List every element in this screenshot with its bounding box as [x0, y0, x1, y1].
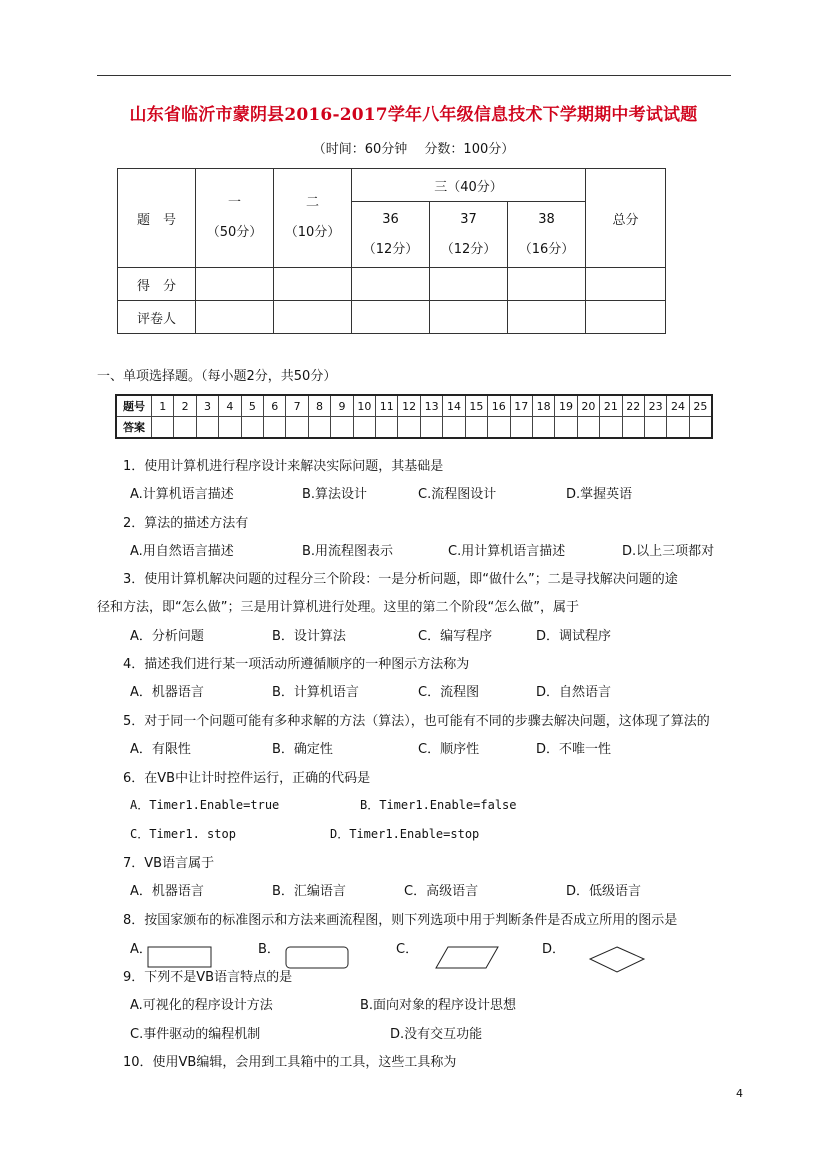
score-cell — [430, 301, 508, 334]
answer-grid — [115, 394, 713, 439]
answer-grid-number: 3 — [196, 395, 218, 417]
score-header-q38: 38 （16分） — [508, 202, 586, 268]
page-title: 山东省临沂市蒙阴县2016-2017学年八年级信息技术下学期期中考试试题 — [129, 105, 698, 125]
question-5-stem: 5．对于同一个问题可能有多种求解的方法（算法），也可能有不同的步骤去解决问题，这体现了算法的 — [123, 714, 710, 729]
answer-grid-blank — [667, 417, 689, 439]
exam-time-score: （时间：60分钟 分数：100分） — [312, 142, 515, 157]
answer-grid-blank — [219, 417, 241, 439]
score-cell — [274, 268, 352, 301]
question-5-option-b: B．确定性 — [272, 742, 333, 757]
answer-grid-number: 8 — [308, 395, 330, 417]
question-6-option-a: A．Timer1.Enable=true — [130, 798, 280, 812]
answer-grid-number: 5 — [241, 395, 263, 417]
header-rule — [97, 75, 731, 76]
answer-grid-number: 7 — [286, 395, 308, 417]
question-4-option-d: D．自然语言 — [536, 685, 612, 700]
question-9-stem: 9．下列不是VB语言特点的是 — [123, 970, 293, 985]
answer-grid-number: 24 — [667, 395, 689, 417]
question-2-option-a: A.用自然语言描述 — [130, 544, 234, 559]
answer-grid-number: 6 — [264, 395, 286, 417]
answer-grid-blank — [555, 417, 577, 439]
answer-grid-blank — [376, 417, 398, 439]
answer-grid-number: 22 — [622, 395, 644, 417]
question-1-option-c: C.流程图设计 — [418, 487, 497, 502]
answer-grid-blank — [420, 417, 442, 439]
answer-grid-blank — [600, 417, 622, 439]
question-4-stem: 4．描述我们进行某一项活动所遵循顺序的一种图示方法称为 — [123, 657, 470, 672]
answer-grid-number: 1 — [152, 395, 174, 417]
answer-grid-blank — [152, 417, 174, 439]
score-cell — [430, 268, 508, 301]
question-8-option-c: C． — [396, 942, 419, 957]
answer-grid-number: 17 — [510, 395, 532, 417]
answer-grid-number: 19 — [555, 395, 577, 417]
answer-grid-number: 16 — [488, 395, 510, 417]
question-9-option-d: D.没有交互功能 — [390, 1027, 483, 1042]
question-3-option-a: A．分析问题 — [130, 629, 204, 644]
question-7-stem: 7．VB语言属于 — [123, 856, 215, 871]
question-2-option-b: B.用流程图表示 — [302, 544, 394, 559]
question-7-option-c: C．高级语言 — [404, 884, 479, 899]
answer-grid-number: 11 — [376, 395, 398, 417]
answer-grid-blank — [577, 417, 599, 439]
score-header-part-one: 一 （50分） — [196, 169, 274, 268]
answer-grid-number: 20 — [577, 395, 599, 417]
answer-grid-blank — [331, 417, 353, 439]
question-5-option-d: D．不唯一性 — [536, 742, 612, 757]
question-3-stem-continued: 径和方法，即“怎么做”；三是用计算机进行处理。这里的第二个阶段“怎么做”，属于 — [97, 600, 579, 615]
answer-grid-blank — [196, 417, 218, 439]
question-1-option-b: B.算法设计 — [302, 487, 368, 502]
question-4-option-c: C．流程图 — [418, 685, 480, 700]
answer-grid-number: 12 — [398, 395, 420, 417]
question-4-option-b: B．计算机语言 — [272, 685, 359, 700]
answer-grid-blank — [465, 417, 487, 439]
score-row-pingjuan-label: 评卷人 — [118, 301, 196, 334]
score-header-q37: 37 （12分） — [430, 202, 508, 268]
question-3-stem: 3．使用计算机解决问题的过程分三个阶段：一是分析问题，即“做什么”；二是寻找解决问题的途 — [123, 572, 678, 587]
rounded-rectangle-terminal-shape — [285, 946, 351, 970]
score-header-part-three: 三（40分） — [352, 169, 586, 202]
answer-grid-number: 13 — [420, 395, 442, 417]
question-3-option-d: D．调试程序 — [536, 629, 612, 644]
answer-grid-answer-label: 答案 — [116, 417, 152, 439]
score-cell — [352, 268, 430, 301]
answer-grid-number: 18 — [532, 395, 554, 417]
answer-grid-number: 10 — [353, 395, 375, 417]
question-1-stem: 1．使用计算机进行程序设计来解决实际问题，其基础是 — [123, 459, 444, 474]
question-7-option-b: B．汇编语言 — [272, 884, 346, 899]
answer-grid-number: 23 — [644, 395, 666, 417]
score-cell — [508, 301, 586, 334]
answer-grid-number: 9 — [331, 395, 353, 417]
answer-grid-blank — [353, 417, 375, 439]
page-number: 4 — [736, 1087, 743, 1100]
section-heading-single-choice: 一、单项选择题。（每小题2分，共50分） — [97, 369, 337, 384]
parallelogram-io-shape — [434, 946, 500, 970]
answer-grid-number: 21 — [600, 395, 622, 417]
answer-grid-blank — [308, 417, 330, 439]
question-8-option-b: B． — [258, 942, 280, 957]
answer-grid-blank — [286, 417, 308, 439]
question-2-option-c: C.用计算机语言描述 — [448, 544, 566, 559]
answer-grid-blank — [264, 417, 286, 439]
score-header-total: 总分 — [586, 169, 666, 268]
answer-grid-blank — [443, 417, 465, 439]
question-9-option-b: B.面向对象的程序设计思想 — [360, 998, 517, 1013]
answer-grid-number: 15 — [465, 395, 487, 417]
answer-grid-number: 4 — [219, 395, 241, 417]
score-row-defen-label: 得 分 — [118, 268, 196, 301]
answer-grid-number: 25 — [689, 395, 712, 417]
question-8-option-a: A． — [130, 942, 152, 957]
score-header-tihao: 题 号 — [118, 169, 196, 268]
question-6-option-b: B．Timer1.Enable=false — [360, 798, 517, 812]
score-cell — [352, 301, 430, 334]
question-8-option-d: D． — [542, 942, 566, 957]
question-7-option-a: A．机器语言 — [130, 884, 204, 899]
score-cell — [586, 301, 666, 334]
question-2-option-d: D.以上三项都对 — [622, 544, 715, 559]
question-5-option-c: C．顺序性 — [418, 742, 480, 757]
score-cell — [196, 268, 274, 301]
question-6-option-d: D．Timer1.Enable=stop — [330, 827, 480, 841]
rectangle-process-shape — [147, 946, 213, 968]
answer-grid-number: 2 — [174, 395, 196, 417]
question-2-stem: 2．算法的描述方法有 — [123, 516, 249, 531]
question-7-option-d: D．低级语言 — [566, 884, 642, 899]
answer-grid-blank — [174, 417, 196, 439]
answer-grid-blank — [644, 417, 666, 439]
question-6-stem: 6．在VB中让计时控件运行，正确的代码是 — [123, 771, 371, 786]
question-9-option-a: A.可视化的程序设计方法 — [130, 998, 273, 1013]
score-cell — [586, 268, 666, 301]
question-1-option-a: A.计算机语言描述 — [130, 487, 234, 502]
answer-grid-blank — [398, 417, 420, 439]
answer-grid-blank — [241, 417, 263, 439]
answer-grid-blank — [488, 417, 510, 439]
answer-grid-head-label: 题号 — [116, 395, 152, 417]
question-6-option-c: C．Timer1. stop — [130, 827, 236, 841]
answer-grid-number: 14 — [443, 395, 465, 417]
question-4-option-a: A．机器语言 — [130, 685, 204, 700]
score-header-q36: 36 （12分） — [352, 202, 430, 268]
question-3-option-b: B．设计算法 — [272, 629, 346, 644]
score-cell — [196, 301, 274, 334]
answer-grid-blank — [622, 417, 644, 439]
question-10-stem: 10．使用VB编辑，会用到工具箱中的工具，这些工具称为 — [123, 1055, 457, 1070]
score-cell — [274, 301, 352, 334]
question-3-option-c: C．编写程序 — [418, 629, 493, 644]
score-cell — [508, 268, 586, 301]
score-header-part-two: 二 （10分） — [274, 169, 352, 268]
score-table — [117, 168, 666, 334]
question-5-option-a: A．有限性 — [130, 742, 191, 757]
question-1-option-d: D.掌握英语 — [566, 487, 633, 502]
question-9-option-c: C.事件驱动的编程机制 — [130, 1027, 261, 1042]
diamond-decision-shape — [588, 946, 646, 974]
answer-grid-blank — [689, 417, 712, 439]
question-8-stem: 8．按国家颁布的标准图示和方法来画流程图，则下列选项中用于判断条件是否成立所用的图示是 — [123, 913, 678, 928]
answer-grid-blank — [532, 417, 554, 439]
answer-grid-blank — [510, 417, 532, 439]
